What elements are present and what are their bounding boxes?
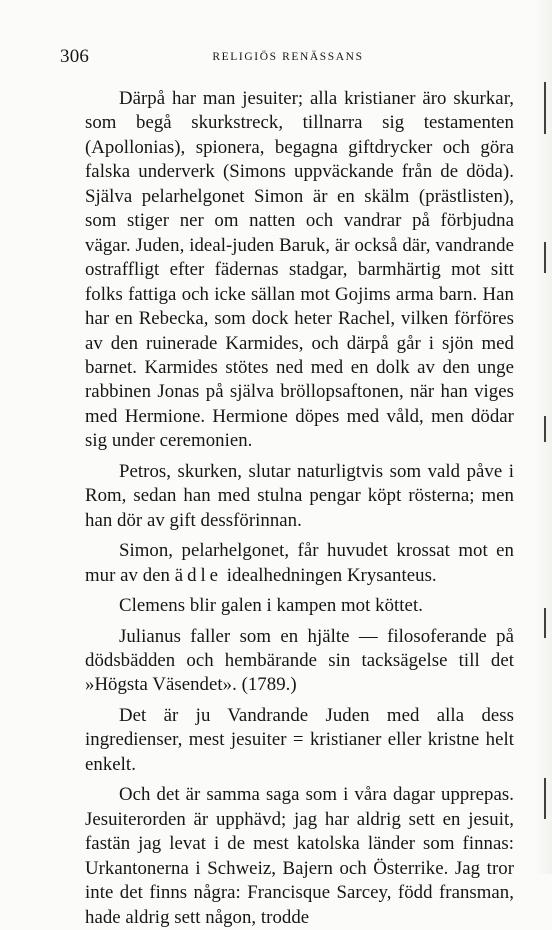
page-edge-shadow [534, 0, 552, 874]
scan-edge-mark [544, 416, 546, 442]
paragraph-simon-before: Simon, pelarhelgonet, får huvudet krossat mot en mur av den [85, 540, 514, 586]
paragraph-simon-after: idealhedningen Krysanteus. [222, 564, 437, 586]
scan-edge-mark [544, 608, 546, 638]
body-text [85, 87, 514, 930]
paragraph-julianus: Julianus faller som en hjälte — filosoferande på dödsbädden och hembärande sin tacksägelse till det »Högsta Väsendet». (1789.) [85, 625, 514, 696]
scan-edge-mark [544, 778, 546, 819]
paragraph-wandering-jew: Det är ju Vandrande Juden med alla dess ingredienser, mest jesuiter = kristianer eller kristne helt enkelt. [85, 704, 514, 775]
spaced-emphasis-word: ädle [174, 564, 223, 586]
running-head: RELIGIÖS RENÄSSANS [212, 51, 364, 63]
paragraph-simon [85, 539, 514, 588]
paragraph-petros: Petros, skurken, slutar naturligtvis som vald påve i Rom, sedan han med stulna pengar köpt rösterna; men han dör av gift dessförinnan. [85, 460, 514, 531]
page-number: 306 [60, 46, 90, 67]
paragraph-clemens: Clemens blir galen i kampen mot köttet. [119, 595, 423, 617]
page-header [60, 46, 516, 70]
paragraph-same-story: Och det är samma saga som i våra dagar upprepas. Jesuiterorden är upphävd; jag har aldrig sett en jesuit, fastän jag levat i de mest katolska länder som finnas: Urkantonerna i Schweiz, Bajern och Österrike. Jag tror inte det finns några: Francisque Sarcey, född fransman, hade aldrig sett någon, trodde [85, 784, 514, 928]
scan-edge-mark [544, 242, 546, 273]
paragraph-jesuits: Därpå har man jesuiter; alla kristianer äro skurkar, som begå skurkstreck, tillnarra sig testamenten (Apollonias), spionera, begagna giftdrycker och göra falska underverk (Simons uppväckande från de döda). Själva pelarhelgonet Simon är en skälm (prästlisten), som stiger ner om natten och vandrar på förbjudna vägar. Juden, ideal-juden Baruk, är också där, vandrande ostraffligt efter fädernas stadgar, barmhärtig mot sitt folks fattiga och icke sällan mot Gojims arma barn. Han har en Rebecka, som dock heter Rachel, vilken förföres av den ruinerade Karmides, och därpå går i sjön med barnet. Karmides stötes ned med en dolk av den unge rabbinen Jonas på själva bröllopsaftonen, när han viges med Hermione. Hermione döpes med våld, men dödar sig under ceremonien. [85, 88, 514, 452]
scan-edge-mark [544, 82, 546, 134]
